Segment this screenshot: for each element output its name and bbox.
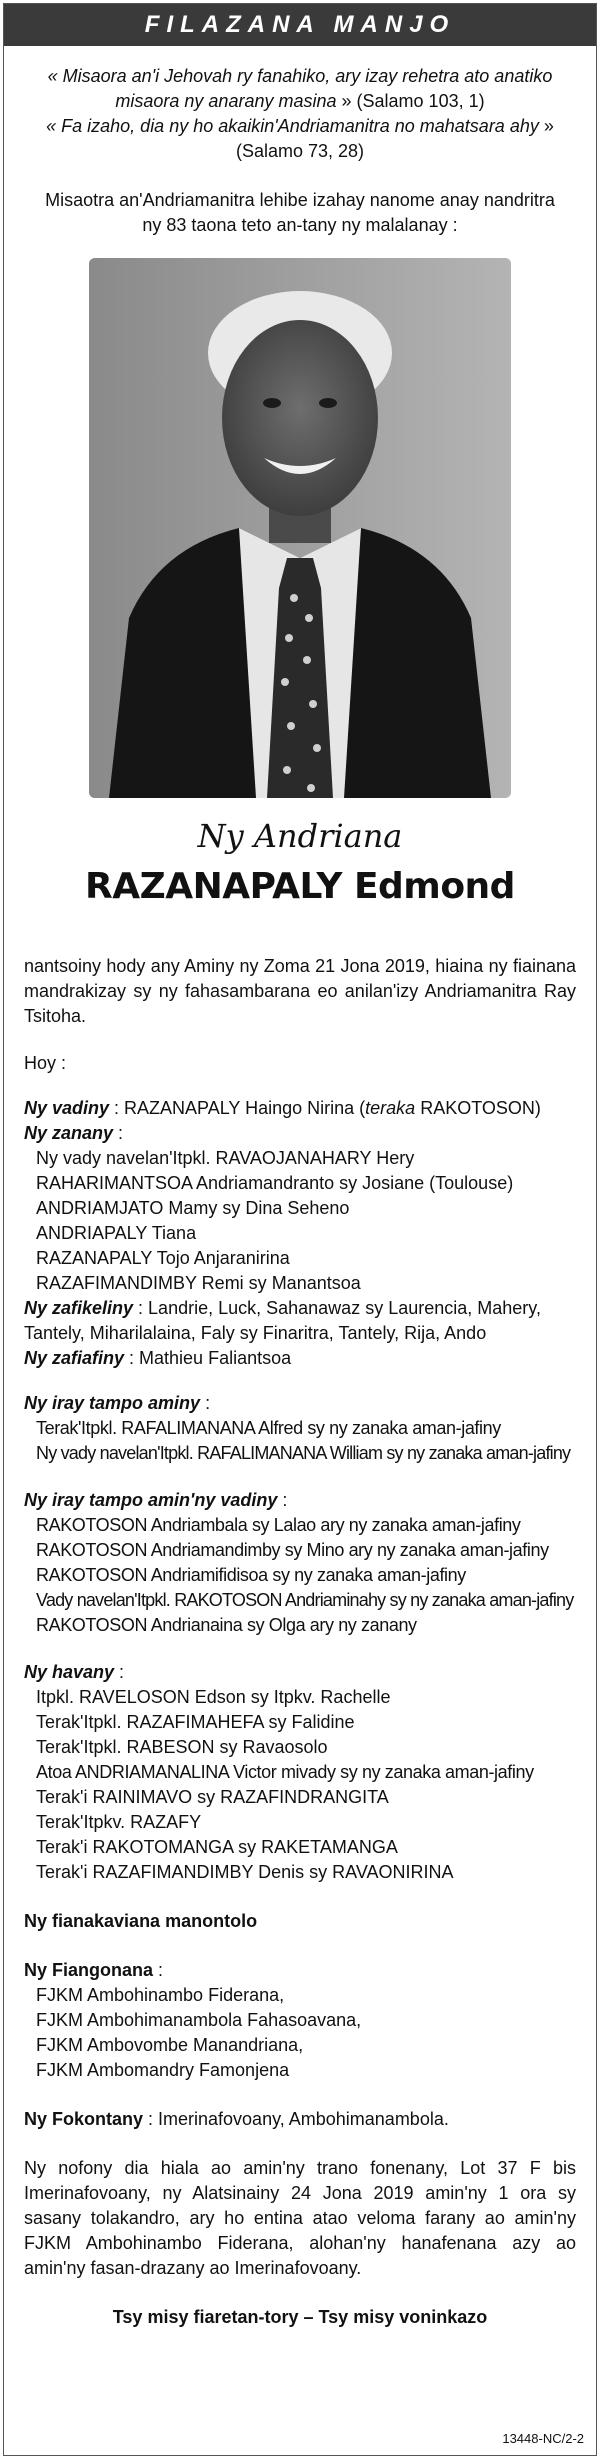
list-item: Ny vady navelan'Itpkl. RAVAOJANAHARY Hery bbox=[36, 1148, 415, 1168]
list-item: FJKM Ambomandry Famonjena bbox=[36, 2060, 290, 2080]
zafikeliny-label: Ny zafikeliny bbox=[24, 1298, 134, 1318]
list-item: FJKM Ambovombe Manandriana, bbox=[36, 2035, 304, 2055]
portrait-photo bbox=[89, 258, 511, 798]
funeral-notice: Ny nofony dia hiala ao amin'ny trano fonenany, Lot 37 F bis Imerinafovoany, ny Alatsinainy 24 Jona 2019 amin'ny 1 ora sy sasany tolakandro, ary ho entina atao veloma farany ao amin'ny FJKM Ambohinambo Fiderana, alohan'ny hanafenana azy ao amin'ny fasan-drazany ao Imerinafovoany. bbox=[24, 2158, 576, 2278]
portrait-photo-icon bbox=[89, 258, 511, 798]
quote-2 bbox=[24, 114, 576, 164]
family-fokontany bbox=[24, 2107, 576, 2132]
list-item: Terak'i RAKOTOMANGA sy RAKETAMANGA bbox=[36, 1837, 398, 1857]
list-item: Terak'Itpkl. RABESON sy Ravaosolo bbox=[36, 1737, 328, 1757]
list-item: RAHARIMANTSOA Andriamandranto sy Josiane (Toulouse) bbox=[36, 1173, 514, 1193]
list-item: Itpkl. RAVELOSON Edson sy Itpkv. Rachelle bbox=[36, 1687, 391, 1707]
family-zanany bbox=[24, 1121, 576, 1296]
obituary-page bbox=[3, 3, 597, 2456]
closing-note: Tsy misy fiaretan-tory – Tsy misy voninkazo bbox=[112, 2307, 488, 2327]
list-item: RAKOTOSON Andriambala sy Lalao ary ny zanaka aman-jafiny bbox=[36, 1515, 521, 1535]
list-item: RAZAFIMANDIMBY Remi sy Manantsoa bbox=[36, 1273, 361, 1293]
fianakaviana-manontolo: Ny fianakaviana manontolo bbox=[24, 1911, 258, 1931]
vadiny-text-after: RAKOTOSON) bbox=[415, 1098, 541, 1118]
reference-code: 13448-NC/2-2 bbox=[502, 2431, 584, 2446]
fokontany-label: Ny Fokontany bbox=[24, 2109, 144, 2129]
list-item: RAKOTOSON Andriamandimby sy Mino ary ny zanaka aman-jafiny bbox=[36, 1540, 549, 1560]
list-item: Terak'i RAINIMAVO sy RAZAFINDRANGITA bbox=[36, 1787, 389, 1807]
family-vadiny bbox=[24, 1096, 576, 1121]
list-item: ANDRIAMJATO Mamy sy Dina Seheno bbox=[36, 1198, 350, 1218]
list-item: ANDRIAPALY Tiana bbox=[36, 1223, 197, 1243]
vadiny-text-before: : RAZANAPALY Haingo Nirina ( bbox=[109, 1098, 366, 1118]
list-item: RAKOTOSON Andrianaina sy Olga ary ny zanany bbox=[36, 1615, 417, 1635]
havany-colon: : bbox=[114, 1662, 125, 1682]
hoy-label: Hoy : bbox=[24, 1053, 67, 1073]
list-item: Terak'Itpkv. RAZAFY bbox=[36, 1812, 202, 1832]
fiangonana-label: Ny Fiangonana bbox=[24, 1960, 154, 1980]
family-iray-tampo-aminy bbox=[24, 1391, 576, 1466]
deceased-name: RAZANAPALY Edmond bbox=[85, 866, 515, 907]
quote-1 bbox=[24, 64, 576, 114]
list-item: Terak'i RAZAFIMANDIMBY Denis sy RAVAONIRINA bbox=[36, 1862, 454, 1882]
iray-tampo-aminy-label: Ny iray tampo aminy bbox=[24, 1393, 201, 1413]
havany-label: Ny havany bbox=[24, 1662, 115, 1682]
family-zafiafiny bbox=[24, 1346, 576, 1371]
quote-2-reference: (Salamo 73, 28) bbox=[235, 141, 365, 161]
list-item: FJKM Ambohimanambola Fahasoavana, bbox=[36, 2010, 362, 2030]
death-announcement: nantsoiny hody any Aminy ny Zoma 21 Jona 2019, hiaina ny fiainana mandrakizay sy ny fahasambarana eo anilan'izy Andriamanitra Ray Tsitoha. bbox=[24, 956, 576, 1026]
vadiny-label: Ny vadiny bbox=[24, 1098, 110, 1118]
list-item: Ny vady navelan'Itpkl. RAFALIMANANA William sy ny zanaka aman-jafiny bbox=[36, 1443, 571, 1463]
honorific-title: Ny Andriana bbox=[197, 817, 403, 855]
iray-tampo-vadiny-label: Ny iray tampo amin'ny vadiny bbox=[24, 1490, 278, 1510]
list-item: Terak'Itpkl. RAFALIMANANA Alfred sy ny zanaka aman-jafiny bbox=[36, 1418, 501, 1438]
quote-1-line-2-text: misaora ny anarany masina bbox=[115, 91, 337, 111]
list-item: RAZANAPALY Tojo Anjaranirina bbox=[36, 1248, 290, 1268]
quote-1-line-1: « Misaora an'i Jehovah ry fanahiko, ary izay rehetra ato anatiko bbox=[47, 66, 553, 86]
vadiny-teraka: teraka bbox=[365, 1098, 416, 1118]
list-item: Terak'Itpkl. RAZAFIMAHEFA sy Falidine bbox=[36, 1712, 355, 1732]
family-zafikeliny bbox=[24, 1296, 576, 1346]
zafiafiny-text: : Mathieu Faliantsoa bbox=[124, 1348, 292, 1368]
iray-tampo-aminy-colon: : bbox=[200, 1393, 211, 1413]
list-item: FJKM Ambohinambo Fiderana, bbox=[36, 1985, 285, 2005]
bible-quotes bbox=[4, 64, 596, 164]
quote-2-line-1-text: « Fa izaho, dia ny ho akaikin'Andriamanitra no mahatsara ahy bbox=[46, 116, 539, 136]
iray-tampo-vadiny-colon: : bbox=[277, 1490, 288, 1510]
list-item: RAKOTOSON Andriamifidisoa sy ny zanaka aman-jafiny bbox=[36, 1565, 466, 1585]
quote-2-closing-mark: » bbox=[543, 116, 554, 136]
quote-1-reference: » (Salamo 103, 1) bbox=[341, 91, 485, 111]
quote-2-line-1 bbox=[24, 114, 576, 139]
zanany-label: Ny zanany bbox=[24, 1123, 114, 1143]
list-item: Vady navelan'Itpkl. RAKOTOSON Andriaminahy sy ny zanaka aman-jafiny bbox=[36, 1590, 574, 1610]
family-fiangonana bbox=[24, 1958, 576, 2083]
header-title: FILAZANA MANJO bbox=[144, 11, 456, 38]
zanany-colon: : bbox=[113, 1123, 124, 1143]
quote-1-line-2 bbox=[24, 89, 576, 114]
header-band bbox=[4, 4, 596, 46]
fiangonana-colon: : bbox=[153, 1960, 164, 1980]
zafiafiny-label: Ny zafiafiny bbox=[24, 1348, 125, 1368]
family-havany bbox=[24, 1660, 576, 1885]
intro-text: Misaotra an'Andriamanitra lehibe izahay nanome anay nandritra ny 83 taona teto an-tany ny malalanay : bbox=[45, 190, 555, 235]
fokontany-text: : Imerinafovoany, Ambohimanambola. bbox=[143, 2109, 449, 2129]
zafikeliny-text: : Landrie, Luck, Sahanawaz sy Laurencia, Mahery, Tantely, Miharilalaina, Faly sy Finaritra, Tantely, Rija, Ando bbox=[24, 1298, 541, 1343]
family-iray-tampo-vadiny bbox=[24, 1488, 576, 1638]
list-item: Atoa ANDRIAMANALINA Victor mivady sy ny zanaka aman-jafiny bbox=[36, 1762, 534, 1782]
